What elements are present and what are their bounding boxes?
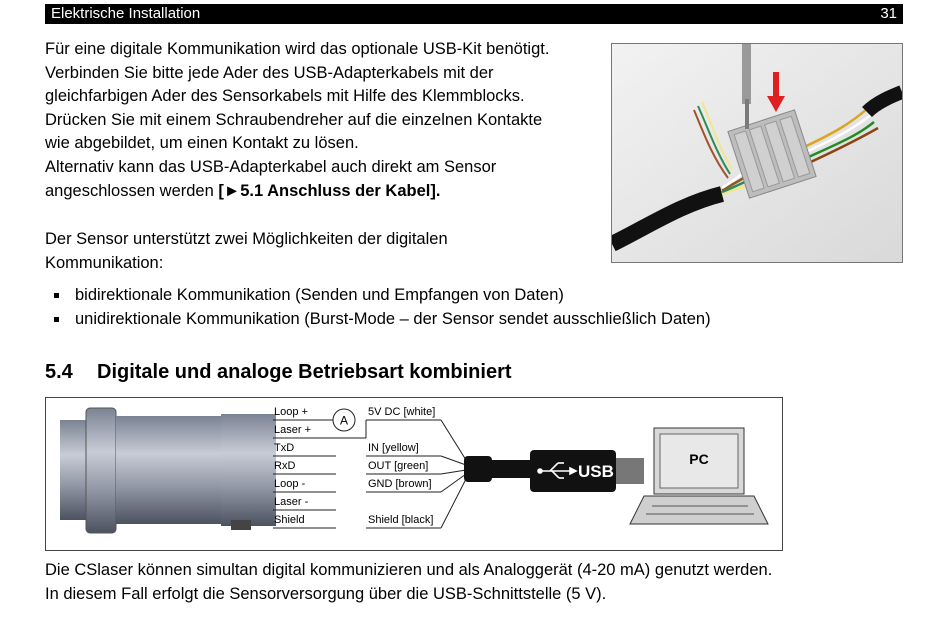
pin-label: TxD	[274, 442, 295, 454]
intro-line: Für eine digitale Kommunikation wird das optionale USB-Kit benötigt.	[45, 40, 550, 58]
usb-wire-labels	[368, 406, 435, 526]
terminal-block-photo	[611, 43, 903, 263]
intro-line	[45, 180, 605, 204]
pin-label: Loop +	[274, 406, 308, 418]
usb-cable-sleeve	[464, 456, 492, 482]
intro-line: Drücken Sie mit einem Schraubendreher auf die einzelnen Kontakte	[45, 110, 543, 129]
pin-label: Laser -	[274, 496, 309, 508]
wire-label: IN [yellow]	[368, 442, 419, 454]
intro-line: wie abgebildet, um einen Kontakt zu lösen.	[45, 134, 359, 153]
cross-reference: [►5.1 Anschluss der Kabel].	[218, 181, 441, 200]
wire-label: 5V DC [white]	[368, 406, 436, 418]
photo-illustration	[612, 44, 902, 262]
section-heading	[45, 361, 512, 384]
header-title: Elektrische Installation	[51, 5, 201, 22]
page-number: 31	[880, 5, 897, 22]
ammeter-symbol: A	[339, 413, 349, 428]
section-number: 5.4	[45, 361, 73, 383]
wire-label: Shield [black]	[368, 514, 434, 526]
intro-line-text: angeschlossen werden	[45, 181, 219, 200]
modes-line: Kommunikation:	[45, 253, 164, 272]
sensor-pin-labels	[274, 406, 311, 526]
intro-line: Verbinden Sie bitte jede Ader des USB-Adapterkabels mit der	[45, 63, 494, 82]
wiring-diagram-svg	[46, 398, 782, 550]
intro-paragraph	[45, 38, 605, 203]
pin-label: RxD	[274, 460, 296, 472]
wire-label: OUT [green]	[368, 460, 429, 472]
closing-line: Die CSlaser können simultan digital kommunizieren und als Analoggerät (4-20 mA) genutzt werden.	[45, 561, 773, 579]
page-header	[45, 4, 903, 24]
wire-label: GND [brown]	[368, 478, 432, 490]
pin-label: Shield	[274, 514, 305, 526]
section-title: Digitale und analoge Betriebsart kombiniert	[97, 361, 512, 383]
list-item: bidirektionale Kommunikation (Senden und Empfangen von Daten)	[52, 284, 711, 308]
pin-label: Laser +	[274, 424, 311, 436]
closing-paragraph	[45, 559, 925, 606]
modes-line: Der Sensor unterstützt zwei Möglichkeiten der digitalen	[45, 230, 448, 248]
pc-icon	[630, 428, 768, 524]
intro-line: gleichfarbigen Ader des Sensorkabels mit Hilfe des Klemmblocks.	[45, 87, 525, 106]
wiring-diagram	[45, 397, 783, 551]
communication-modes-list	[52, 284, 711, 331]
usb-label: USB	[578, 462, 614, 481]
modes-paragraph	[45, 228, 605, 275]
intro-line: Alternativ kann das USB-Adapterkabel auch direkt am Sensor	[45, 157, 497, 176]
sensor-illustration	[60, 408, 276, 533]
closing-line: In diesem Fall erfolgt die Sensorversorgung über die USB-Schnittstelle (5 V).	[45, 584, 607, 603]
pin-label: Loop -	[274, 478, 306, 490]
list-item: unidirektionale Kommunikation (Burst-Mode – der Sensor sendet ausschließlich Daten)	[52, 308, 711, 332]
pc-label: PC	[689, 451, 709, 467]
